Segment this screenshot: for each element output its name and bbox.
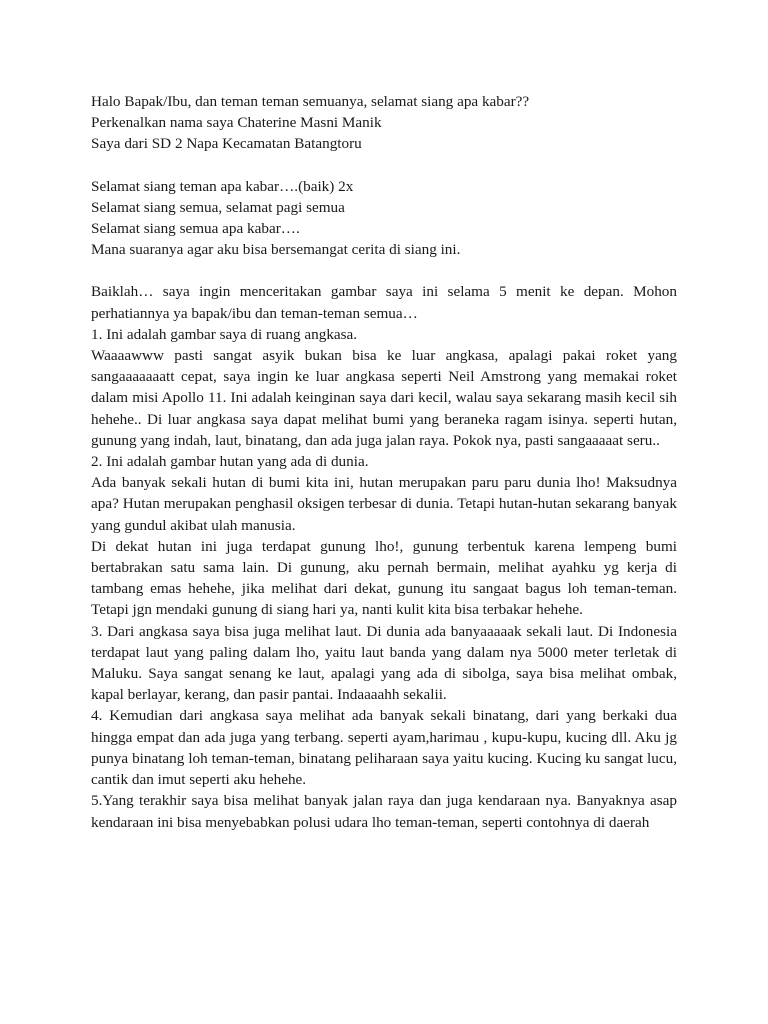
- intro-line: Halo Bapak/Ibu, dan teman teman semuanya, selamat siang apa kabar??: [91, 93, 530, 110]
- paragraph-mountain: Di dekat hutan ini juga terdapat gunung lho!, gunung terbentuk karena lempeng bumi bertabrakan satu sama lain. Di gunung, aku pernah bermain, melihat ayahku yg kerja di tambang emas hehehe, jika melihat dari dekat, gunung itu sangaat bagus loh teman-teman. Tetapi jgn mendaki gunung di siang hari ya, nanti kulit kita bisa terbakar hehehe.: [91, 537, 677, 619]
- paragraph-forest: Ada banyak sekali hutan di bumi kita ini, hutan merupakan paru paru dunia lho! Maksudnya apa? Hutan merupakan penghasil oksigen terbesar di dunia. Tetapi hutan-hutan sekarang banyak yang gundul akibat ulah manusia.: [91, 474, 677, 534]
- heading-1: 1. Ini adalah gambar saya di ruang angkasa.: [91, 325, 358, 343]
- intro-line: Perkenalkan nama saya Chaterine Masni Manik: [91, 114, 382, 132]
- greeting-line: Selamat siang semua apa kabar….: [91, 220, 300, 238]
- paragraph-roads: 5.Yang terakhir saya bisa melihat banyak jalan raya dan juga kendaraan nya. Banyaknya asap kendaraan ini bisa menyebabkan polusi udara lho teman-teman, seperti contohnya di daerah: [91, 792, 677, 831]
- paragraph-sea: 3. Dari angkasa saya bisa juga melihat laut. Di dunia ada banyaaaaak sekali laut. Di Indonesia terdapat laut yang paling dalam lho, yaitu laut banda yang dalam nya 5000 meter terletak di Maluku. Saya sangat senang ke laut, apalagi yang ada di sibolga, saya bisa melihat ombak, kapal berlayar, kerang, dan pasir pantai. Indaaaahh sekalii.: [91, 622, 677, 704]
- heading-2: 2. Ini adalah gambar hutan yang ada di dunia.: [91, 453, 369, 471]
- intro-line: Saya dari SD 2 Napa Kecamatan Batangtoru: [91, 135, 362, 153]
- document-page: [91, 91, 677, 833]
- greeting-line: Selamat siang teman apa kabar….(baik) 2x: [91, 177, 354, 195]
- greeting-line: Selamat siang semua, selamat pagi semua: [91, 198, 345, 216]
- greeting-line: Mana suaranya agar aku bisa bersemangat cerita di siang ini.: [91, 241, 461, 259]
- intro-block: [91, 91, 677, 155]
- greetings-block: [91, 176, 677, 261]
- paragraph-intro: Baiklah… saya ingin menceritakan gambar saya ini selama 5 menit ke depan. Mohon perhatiannya ya bapak/ibu dan teman-teman semua…: [91, 283, 677, 322]
- paragraph-space: Waaaawww pasti sangat asyik bukan bisa ke luar angkasa, apalagi pakai roket yang sangaaaaaaatt cepat, saya ingin ke luar angkasa seperti Neil Amstrong yang memakai roket dalam misi Apollo 11. Ini adalah keinginan saya dari kecil, walau saya sekarang masih kecil sih hehehe.. Di luar angkasa saya dapat melihat bumi yang beraneka ragam isinya. seperti hutan, gunung yang indah, laut, binatang, dan ada juga jalan raya. Pokok nya, pasti sangaaaaat seru..: [91, 347, 677, 449]
- paragraph-animals: 4. Kemudian dari angkasa saya melihat ada banyak sekali binatang, dari yang berkaki dua hingga empat dan ada juga yang terbang. seperti ayam,harimau , kupu-kupu, kucing dll. Aku jg punya binatang loh teman-teman, binatang peliharaan saya yaitu kucing. Kucing ku sangat lucu, cantik dan imut seperti aku hehehe.: [91, 707, 677, 789]
